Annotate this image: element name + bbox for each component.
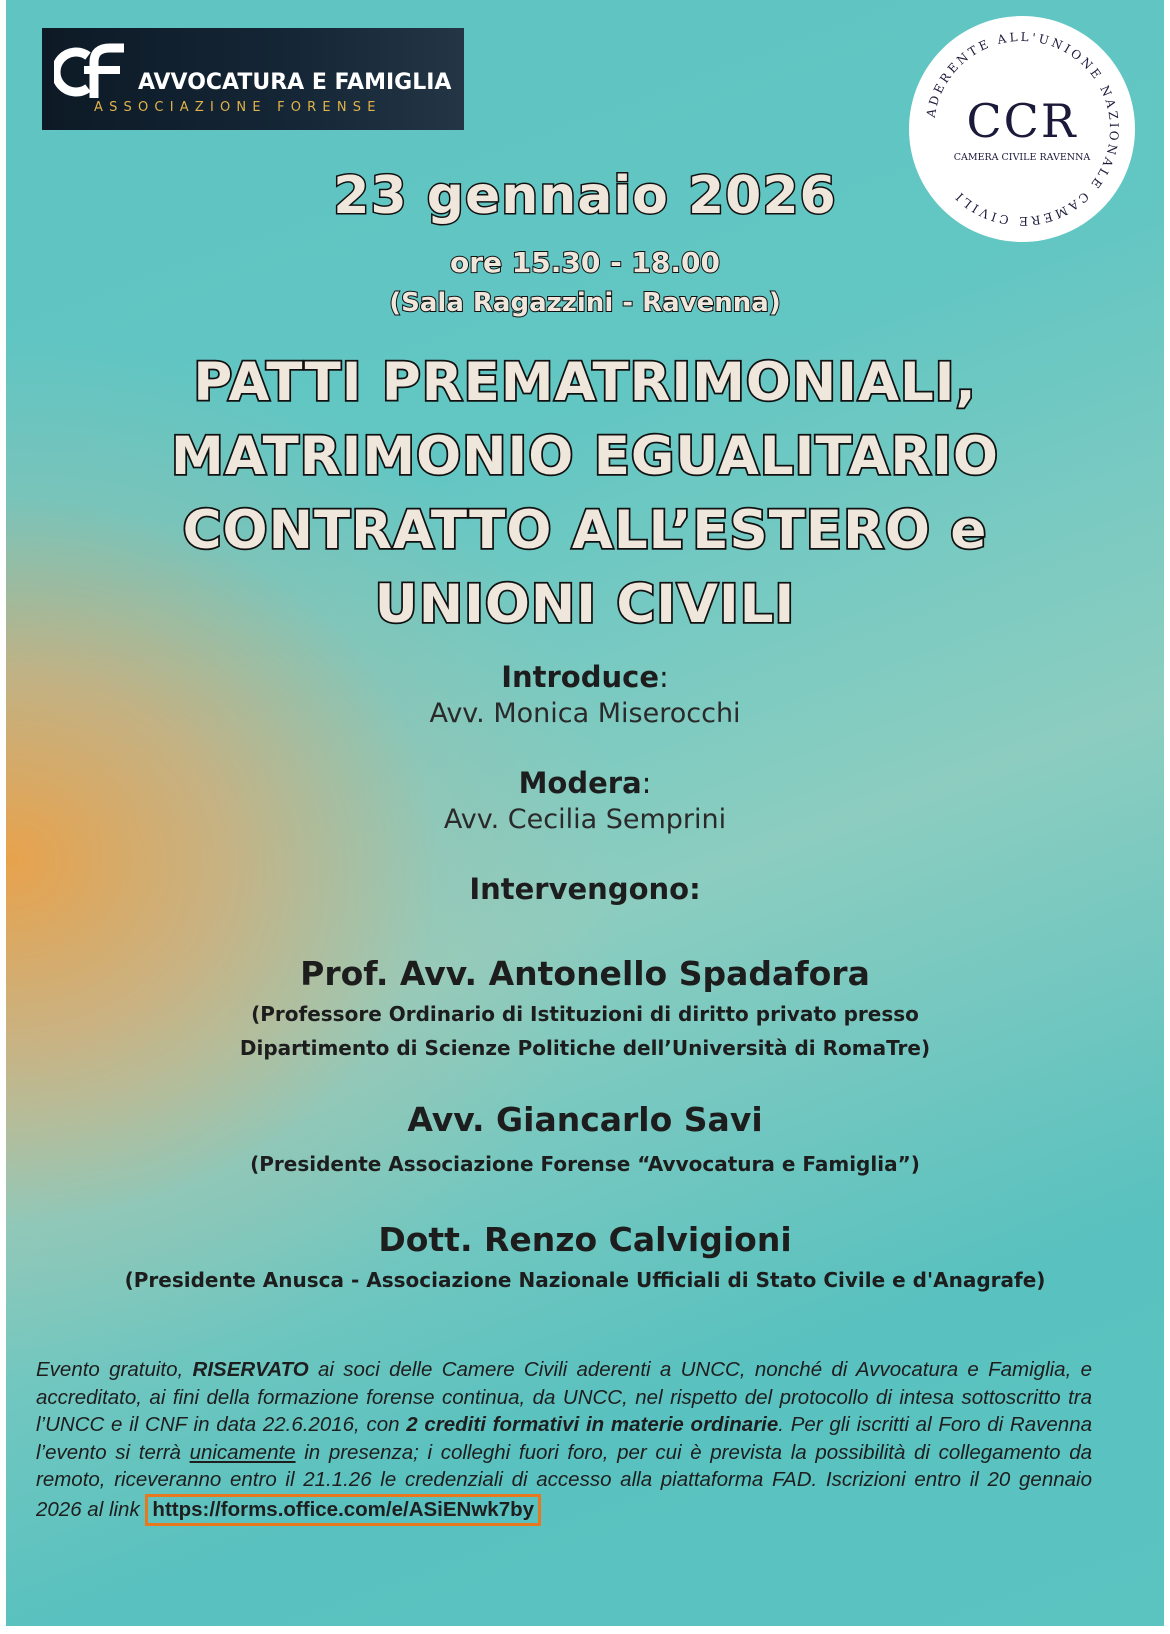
seal-ring-text: ADERENTE ALL'UNIONE NAZIONALE CAMERE CIVILI (923, 29, 1122, 229)
notes-unicamente: unicamente (189, 1440, 296, 1464)
af-logo-title: AVVOCATURA E FAMIGLIA (138, 70, 452, 95)
intervengono-heading: Intervengono: (469, 872, 701, 906)
event-title-line-2: MATRIMONIO EGUALITARIO (171, 426, 999, 487)
avvocatura-famiglia-logo (42, 28, 464, 130)
speaker-affiliation: (Presidente Anusca - Associazione Nazionale Ufficiali di Stato Civile e d'Anagrafe) (124, 1268, 1046, 1292)
modera-heading: Modera: (518, 766, 652, 800)
speaker-affiliation: (Presidente Associazione Forense “Avvocatura e Famiglia”) (250, 1152, 920, 1176)
speaker-name: Dott. Renzo Calvigioni (378, 1220, 792, 1259)
speaker-affiliation: (Professore Ordinario di Istituzioni di diritto privato presso (251, 1002, 919, 1026)
notes-credits: 2 crediti formativi in materie ordinarie (406, 1413, 779, 1437)
speaker-affiliation: Dipartimento di Scienze Politiche dell’Università di RomaTre) (239, 1036, 931, 1060)
event-title-line-4: UNIONI CIVILI (374, 574, 796, 635)
seal-letters: CCR (966, 94, 1078, 148)
notes-riservato: RISERVATO (192, 1358, 309, 1381)
af-logo-icon (54, 42, 130, 98)
event-time: ore 15.30 - 18.00 (449, 246, 721, 279)
event-venue: (Sala Ragazzini - Ravenna) (389, 288, 781, 318)
af-logo-subtitle: ASSOCIAZIONE FORENSE (94, 100, 382, 115)
speaker-name: Avv. Giancarlo Savi (407, 1100, 763, 1139)
introduce-name: Avv. Monica Miserocchi (429, 698, 741, 729)
event-date: 23 gennaio 2026 (333, 166, 837, 226)
event-notes: Evento gratuito, RISERVATO ai soci delle Camere Civili aderenti a UNCC, nonché di Avvocatura e Famiglia, e accreditato, ai fini della formazione forense continua, da UNCC, nel rispetto del protocollo di intesa sottoscritto tra l’UNCC e il CNF in data 22.6.2016, con 2 crediti formativi in materie ordinarie. Per gli iscritti al Foro di Ravenna l’evento si terrà unicamente in presenza; i colleghi fuori foro, per cui è prevista la possibilità di collegamento da remoto, riceveranno entro il 21.1.26 le credenziali di accesso alla piattaforma FAD. Iscrizioni entro il 20 gennaio 2026 al link https://forms.office.com/e/ASiENwk7by (36, 1356, 1092, 1526)
event-title-line-1: PATTI PREMATRIMONIALI, (193, 352, 977, 413)
registration-link[interactable]: https://forms.office.com/e/ASiENwk7by (145, 1494, 541, 1526)
event-title-line-3: CONTRATTO ALL’ESTERO e (182, 500, 988, 561)
speaker-name: Prof. Avv. Antonello Spadafora (300, 954, 870, 993)
introduce-heading: Introduce: (501, 660, 669, 694)
event-poster (6, 0, 1164, 1626)
modera-name: Avv. Cecilia Semprini (443, 804, 727, 835)
seal-name: CAMERA CIVILE RAVENNA (953, 152, 1091, 163)
